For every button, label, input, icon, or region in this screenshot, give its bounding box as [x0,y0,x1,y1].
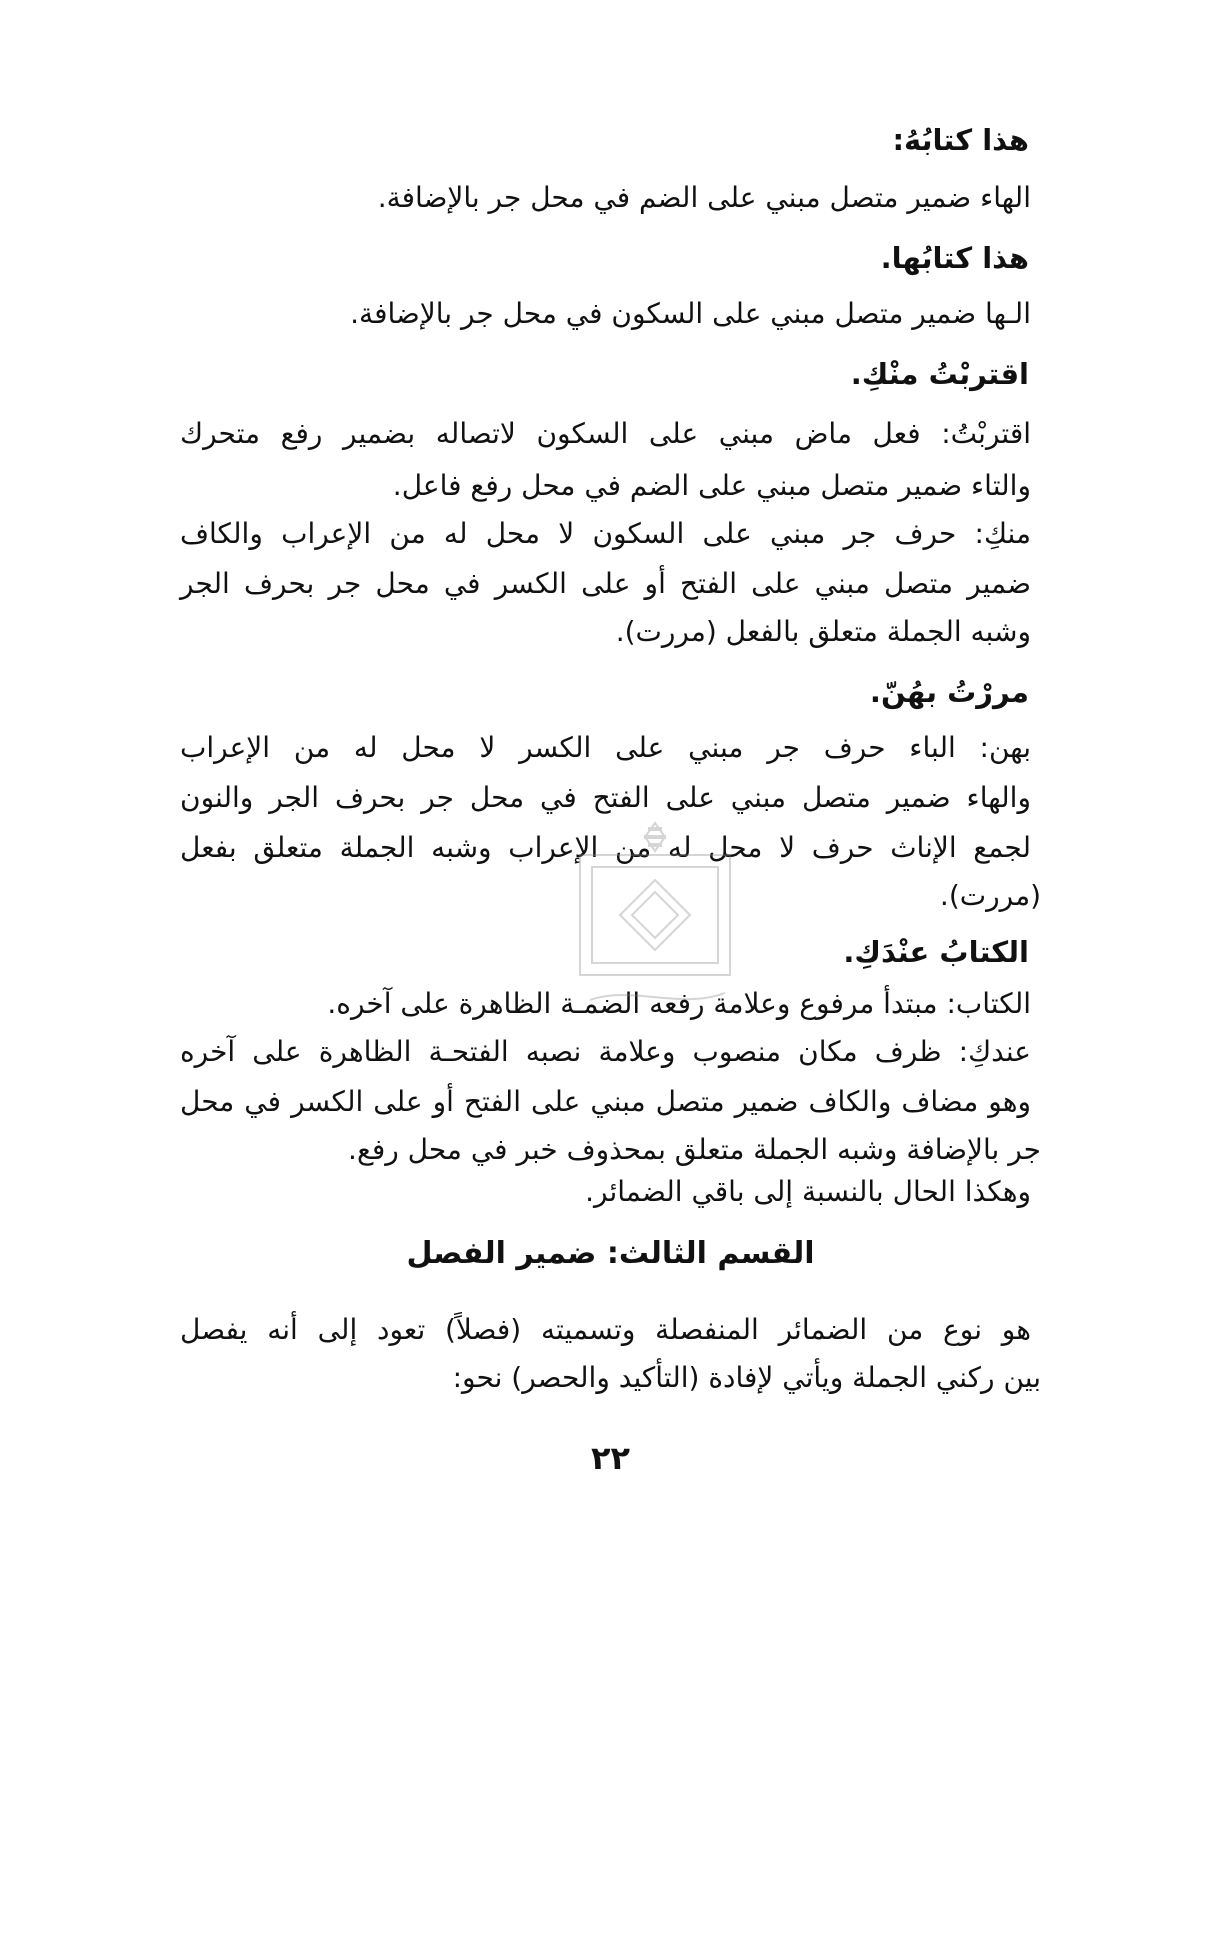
body-line: بين ركني الجملة ويأتي لإفادة (التأكيد والحصر) نحو: [452,1361,1041,1394]
body-line: هو نوع من الضمائر المنفصلة وتسميته (فصلاً) تعود إلى أنه يفصل [180,1313,1031,1346]
example-heading: هذا كتابُها. [880,241,1029,275]
explanation-line: منكِ: حرف جر مبني على السكون لا محل له من الإعراب والكاف [180,517,1031,550]
example-heading: الكتابُ عنْدَكِ. [843,935,1029,969]
explanation-line: ضمير متصل مبني على الفتح أو على الكسر في محل جر بحرف الجر [180,567,1031,600]
explanation-line: (مررت). [939,879,1041,912]
explanation-line: الكتاب: مبتدأ مرفوع وعلامة رفعه الضمـة الظاهرة على آخره. [327,987,1031,1020]
explanation-line: والهاء ضمير متصل مبني على الفتح في محل جر بحرف الجر والنون [180,781,1031,814]
explanation-line: عندكِ: ظرف مكان منصوب وعلامة نصبه الفتحـة الظاهرة على آخره [180,1035,1031,1068]
explanation-line: والتاء ضمير متصل مبني على الضم في محل رفع فاعل. [392,469,1031,502]
explanation-line: اقتربْتُ: فعل ماض مبني على السكون لاتصاله بضمير رفع متحرك [180,417,1031,450]
example-heading: اقتربْتُ منْكِ. [850,357,1029,391]
example-heading: مررْتُ بهُنّ. [869,675,1029,709]
explanation-line: وشبه الجملة متعلق بالفعل (مررت). [615,615,1031,648]
explanation-line: جر بالإضافة وشبه الجملة متعلق بمحذوف خبر في محل رفع. [348,1133,1041,1166]
explanation-line: لجمع الإناث حرف لا محل له من الإعراب وشبه الجملة متعلق بفعل [180,831,1031,864]
section-title: القسم الثالث: ضمير الفصل [406,1236,815,1271]
institution-emblem-icon [560,815,750,1025]
explanation-line: الـها ضمير متصل مبني على السكون في محل جر بالإضافة. [350,297,1031,330]
example-heading: هذا كتابُهُ: [892,123,1029,157]
explanation-line: وهو مضاف والكاف ضمير متصل مبني على الفتح أو على الكسر في محل [180,1085,1031,1118]
explanation-line: وهكذا الحال بالنسبة إلى باقي الضمائر. [585,1175,1031,1208]
page-number: ٢٢ [590,1439,631,1477]
explanation-line: الهاء ضمير متصل مبني على الضم في محل جر بالإضافة. [377,181,1031,214]
explanation-line: بهن: الباء حرف جر مبني على الكسر لا محل له من الإعراب [180,731,1031,764]
